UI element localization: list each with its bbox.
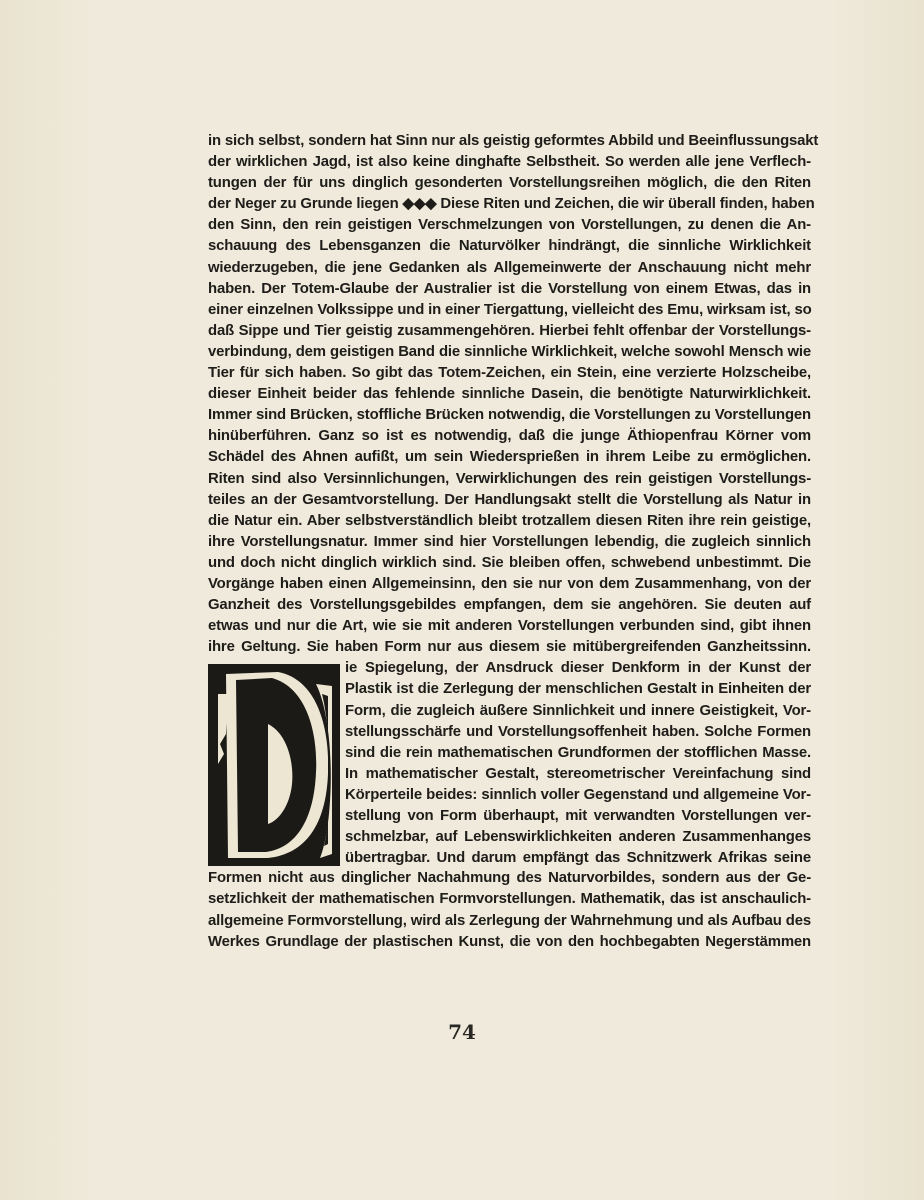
text-line: Plastik ist die Zerlegung der menschlichen Gestalt in Einheiten der (345, 681, 811, 698)
text-line: allgemeine Formvorstellung, wird als Zerlegung der Wahrnehmung und als Aufbau des (208, 912, 811, 929)
text-line: setzlichkeit der mathematischen Formvorstellungen. Mathematik, das ist anschaulich- (208, 891, 811, 908)
text-line: Riten sind also Versinnlichungen, Verwirklichungen des rein geistigen Vorstellungs- (208, 470, 811, 487)
text-line: wiederzugeben, die jene Gedanken als Allgemeinwerte der Anschauung nicht mehr (208, 259, 811, 276)
text-line: schmelzbar, auf Lebenswirklichkeiten anderen Zusammenhanges (345, 829, 811, 846)
text-line: übertragbar. Und darum empfängt das Schnitzwerk Afrikas seine (345, 850, 811, 867)
text-line: tungen der für uns dinglich gesonderten Vorstellungsreihen möglich, die den Riten (208, 175, 811, 192)
text-line: daß Sippe und Tier geistig zusammengehören. Hierbei fehlt offenbar der Vorstellungs- (208, 322, 811, 339)
text-line: sind die rein mathematischen Grundformen der stofflichen Masse. (345, 744, 811, 761)
text-line: Ganzheit des Vorstellungsgebildes empfangen, dem sie angehören. Sie deuten auf (208, 597, 811, 614)
text-line: Schädel des Ahnen aufißt, um sein Wiedersprießen in ihrem Leibe zu ermöglichen. (208, 449, 811, 466)
text-line: Werkes Grundlage der plastischen Kunst, die von den hochbegabten Negerstämmen (208, 933, 811, 950)
text-line: ie Spiegelung, der Ansdruck dieser Denkform in der Kunst der (345, 660, 811, 677)
text-line: Tier für sich haben. So gibt das Totem-Zeichen, ein Stein, eine verzierte Holzscheibe, (208, 365, 811, 382)
lines-beside-dropcap (345, 658, 811, 869)
text-line: in sich selbst, sondern hat Sinn nur als geistig geformtes Abbild und Beeinflussungsakt (208, 133, 819, 149)
page-number: 74 (448, 1020, 476, 1044)
text-line: dieser Einheit beider das fehlende sinnliche Dasein, die benötigte Naturwirklichkeit. (208, 386, 811, 403)
text-line: den Sinn, den rein geistigen Verschmelzungen von Vorstellungen, zu denen die An- (208, 217, 811, 234)
text-line: der wirklichen Jagd, ist also keine dinghafte Selbstheit. So werden alle jene Verflech- (208, 154, 811, 171)
dropcap-paragraph (208, 658, 811, 950)
text-line: einer einzelnen Volkssippe und in einer Tiergattung, vielleicht des Emu, wirksam ist, so (208, 301, 812, 318)
text-line: hinüberführen. Ganz so ist es notwendig, daß die junge Äthiopenfrau Körner vom (208, 428, 811, 445)
paragraph-before-dropcap (208, 131, 819, 658)
text-line: Form, die zugleich äußere Sinnlichkeit und innere Geistigkeit, Vor- (345, 702, 811, 719)
text-line: der Neger zu Grunde liegen ◆◆◆ Diese Riten und Zeichen, die wir überall finden, haben (208, 196, 815, 213)
text-line: und doch nicht dinglich wirklich sind. Sie bleiben offen, schwebend unbestimmt. Die (208, 554, 811, 571)
text-line: schauung des Lebensganzen die Naturvölker hindrängt, die sinnliche Wirklichkeit (208, 238, 811, 255)
text-line: Immer sind Brücken, stoffliche Brücken notwendig, die Vorstellungen zu Vorstellungen (208, 407, 811, 424)
body-text (208, 131, 819, 950)
text-line: stellung von Form überhaupt, mit verwandten Vorstellungen ver- (345, 808, 811, 824)
text-line: Körperteile beides: sinnlich voller Gegenstand und allgemeine Vor- (345, 786, 811, 803)
text-line: stellungsschärfe und Vorstellungsoffenheit haben. Solche Formen (345, 723, 811, 740)
text-line: haben. Der Totem-Glaube der Australier ist die Vorstellung von einem Etwas, das in (208, 280, 811, 297)
text-line: teiles an der Gesamtvorstellung. Der Handlungsakt stellt die Vorstellung als Natur in (208, 491, 811, 508)
text-line: Vorgänge haben einen Allgemeinsinn, den sie nur von dem Zusammenhang, von der (208, 575, 811, 592)
text-line: Formen nicht aus dinglicher Nachahmung des Naturvorbildes, sondern aus der Ge- (208, 870, 811, 887)
text-line: ihre Geltung. Sie haben Form nur aus diesem sie mitübergreifenden Ganzheitssinn. (208, 639, 811, 656)
dropcap-d-icon (208, 664, 340, 866)
text-line: die Natur ein. Aber selbstverständlich bleibt trotzallem diesen Riten ihre rein geistige, (208, 512, 811, 529)
text-line: ihre Vorstellungsnatur. Immer sind hier Vorstellungen lebendig, die zugleich sinnlich (208, 533, 811, 550)
lines-after-dropcap (208, 868, 811, 952)
text-line: etwas und nur die Art, wie sie mit anderen Vorstellungen verbunden sind, gibt ihnen (208, 618, 811, 635)
text-line: In mathematischer Gestalt, stereometrischer Vereinfachung sind (345, 765, 811, 782)
text-line: verbindung, dem geistigen Band die sinnliche Wirklichkeit, welche sowohl Mensch wie (208, 343, 811, 360)
